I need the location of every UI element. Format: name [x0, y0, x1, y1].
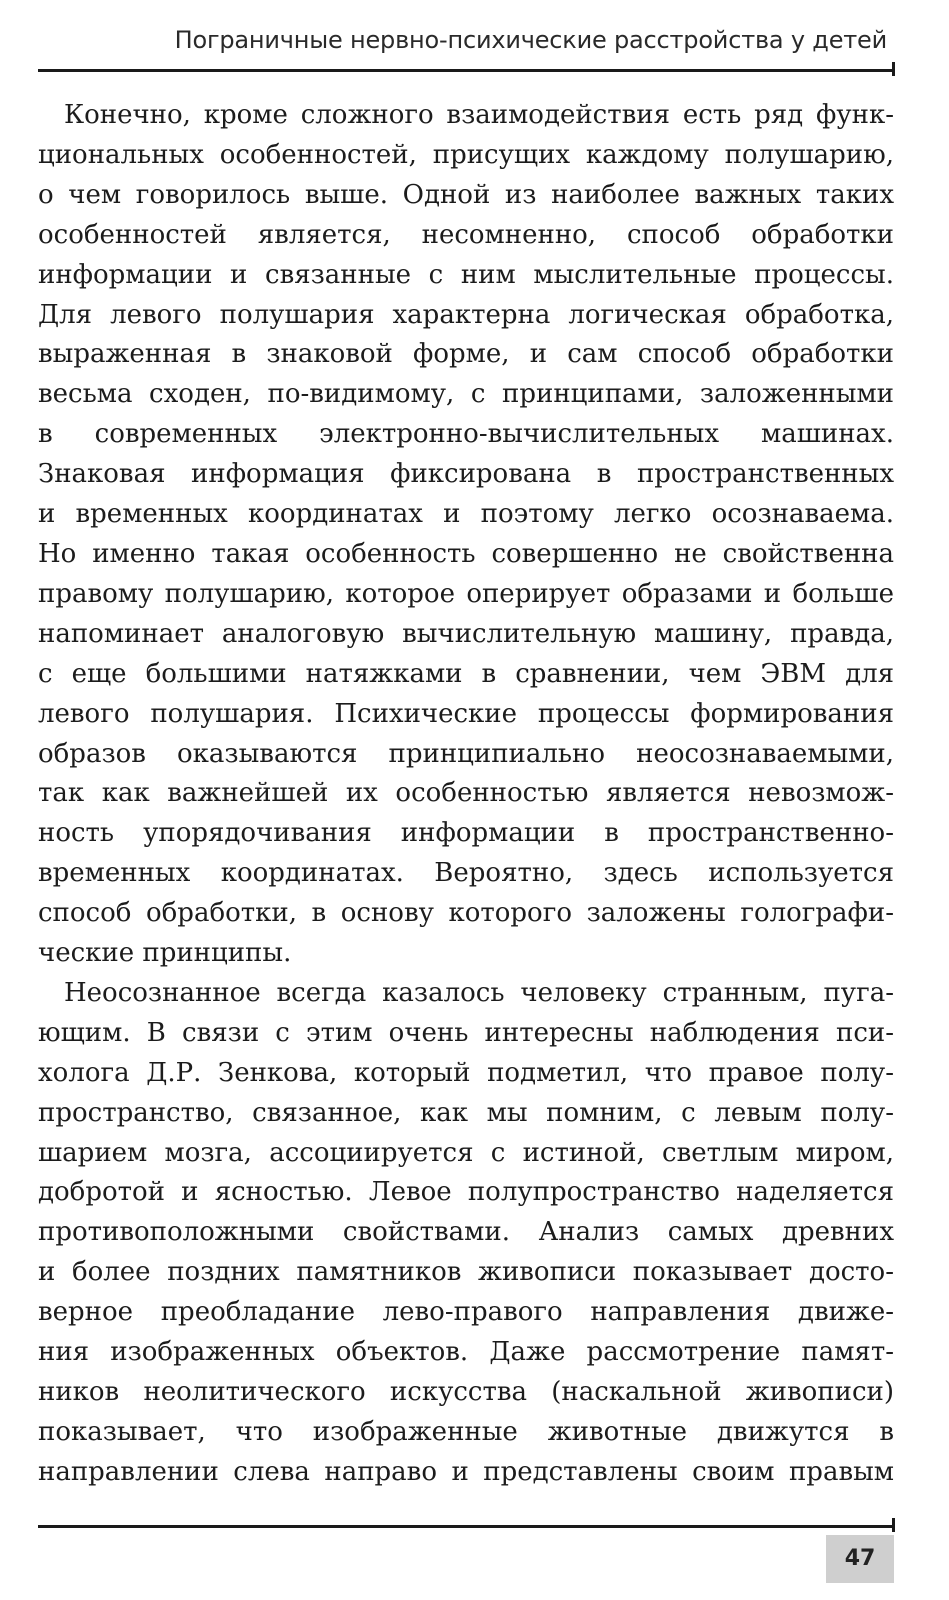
body-text	[38, 96, 894, 1493]
text-line: о чем говорилось выше. Одной из наиболее важных таких	[38, 179, 894, 210]
text-line: выраженная в знаковой форме, и сам способ обработки	[38, 339, 894, 370]
text-line: способ обработки, в основу которого заложены голографи-	[38, 898, 894, 929]
text-line: весьма сходен, по-видимому, с принципами, заложенными	[38, 379, 894, 410]
text-line: Для левого полушария характерна логическая обработка,	[38, 299, 894, 330]
text-line: и временных координатах и поэтому легко осознаваема.	[38, 499, 894, 530]
text-line: шарием мозга, ассоциируется с истиной, светлым миром,	[38, 1137, 894, 1168]
text-line: и более поздних памятников живописи показывает досто-	[38, 1257, 894, 1288]
text-line: Но именно такая особенность совершенно не свойственна	[38, 538, 894, 569]
text-line: ность упорядочивания информации в пространственно-	[38, 818, 894, 849]
text-line: Неосознанное всегда казалось человеку странным, пуга-	[64, 977, 894, 1008]
text-line: так как важнейшей их особенностью является невозмож-	[38, 778, 894, 809]
page-number: 47	[826, 1535, 894, 1583]
text-line: образов оказываются принципиально неосознаваемыми,	[38, 738, 894, 769]
text-line: ющим. В связи с этим очень интересны наблюдения пси-	[38, 1017, 894, 1048]
text-line: особенностей является, несомненно, способ обработки	[38, 219, 894, 250]
paragraph-2	[38, 974, 894, 1493]
footer-rule	[38, 1525, 894, 1528]
text-line: Знаковая информация фиксирована в пространственных	[38, 459, 894, 490]
text-line: с еще большими натяжками в сравнении, чем ЭВМ для	[38, 658, 894, 689]
text-line: холога Д.Р. Зенкова, который подметил, что правое полу-	[38, 1057, 894, 1088]
text-line: временных координатах. Вероятно, здесь используется	[38, 858, 894, 889]
text-line: верное преобладание лево-правого направления движе-	[38, 1297, 894, 1328]
paragraph-1	[38, 96, 894, 974]
running-head: Пограничные нервно-психические расстройства у детей	[174, 26, 887, 54]
text-line: правому полушарию, которое оперирует образами и больше	[38, 578, 894, 609]
header-rule	[38, 69, 894, 72]
text-line: Конечно, кроме сложного взаимодействия есть ряд функ-	[64, 100, 894, 130]
text-line: циональных особенностей, присущих каждому полушарию,	[38, 139, 894, 170]
text-line: левого полушария. Психические процессы формирования	[38, 698, 894, 729]
text-line: ческие принципы.	[38, 938, 292, 969]
text-line: противоположными свойствами. Анализ самых древних	[38, 1217, 894, 1248]
text-line: в современных электронно-вычислительных машинах.	[38, 419, 894, 450]
text-line: показывает, что изображенные животные движутся в	[38, 1416, 894, 1447]
text-line: направлении слева направо и представлены своим правым	[38, 1456, 894, 1487]
text-line: информации и связанные с ним мыслительные процессы.	[38, 259, 894, 290]
text-line: ников неолитического искусства (наскальной живописи)	[38, 1377, 894, 1407]
text-line: добротой и ясностью. Левое полупространство наделяется	[38, 1177, 894, 1208]
text-line: пространство, связанное, как мы помним, с левым полу-	[38, 1097, 894, 1128]
text-line: ния изображенных объектов. Даже рассмотрение памят-	[38, 1337, 894, 1368]
text-line: напоминает аналоговую вычислительную машину, правда,	[38, 618, 894, 649]
